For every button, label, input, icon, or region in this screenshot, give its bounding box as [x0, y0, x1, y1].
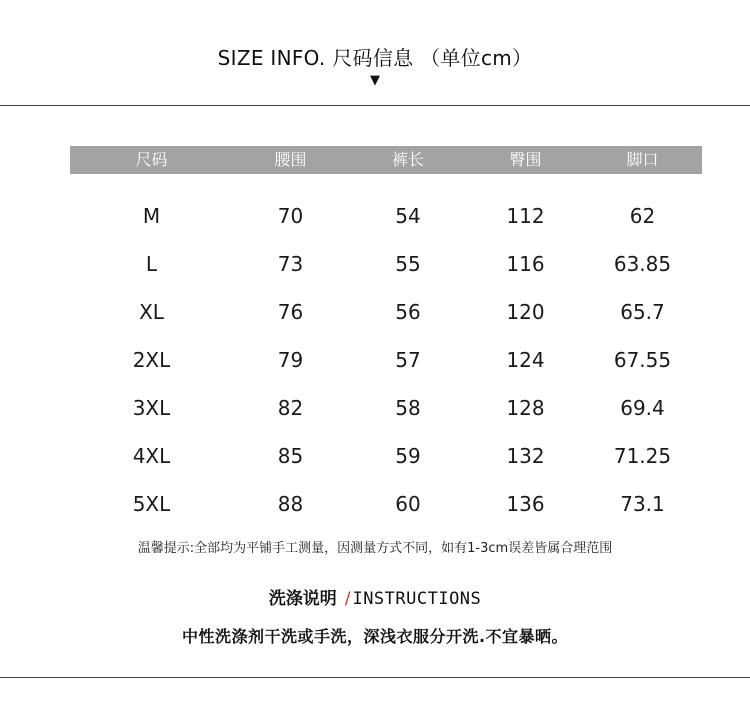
table-body	[70, 174, 702, 528]
cell-length: 60	[395, 492, 421, 516]
cell-length: 58	[395, 396, 421, 420]
cell-leg-opening: 71.25	[613, 444, 672, 468]
care-title-cn: 洗涤说明	[268, 589, 337, 609]
cell-size: XL	[139, 300, 164, 324]
cell-size: L	[145, 252, 158, 276]
cell-hip: 136	[506, 492, 545, 516]
care-instructions-title	[0, 584, 750, 609]
size-table	[70, 146, 702, 528]
table-row	[70, 480, 702, 528]
cell-leg-opening: 73.1	[620, 492, 665, 516]
cell-leg-opening: 65.7	[620, 300, 665, 324]
cell-size: M	[142, 204, 161, 228]
top-divider	[0, 105, 750, 106]
cell-leg-opening: 63.85	[613, 252, 672, 276]
cell-waist: 85	[277, 444, 304, 468]
cell-waist: 73	[277, 252, 304, 276]
cell-hip: 124	[506, 348, 545, 372]
column-header-leg-opening: 脚口	[626, 150, 659, 169]
cell-hip: 132	[506, 444, 545, 468]
table-row	[70, 384, 702, 432]
table-row	[70, 288, 702, 336]
column-header-waist: 腰围	[274, 150, 307, 169]
cell-waist: 76	[277, 300, 304, 324]
bottom-divider	[0, 677, 750, 678]
cell-size: 5XL	[132, 492, 171, 516]
cell-hip: 112	[506, 204, 545, 228]
cell-length: 55	[395, 252, 421, 276]
cell-waist: 70	[277, 204, 304, 228]
cell-length: 56	[395, 300, 421, 324]
cell-hip: 120	[506, 300, 545, 324]
cell-leg-opening: 69.4	[620, 396, 665, 420]
cell-waist: 79	[277, 348, 304, 372]
cell-size: 4XL	[132, 444, 171, 468]
page-title: SIZE INFO. 尺码信息 （单位cm）	[217, 46, 533, 70]
table-row	[70, 336, 702, 384]
cell-length: 54	[395, 204, 421, 228]
cell-waist: 82	[277, 396, 304, 420]
down-arrow-icon: ▼	[370, 73, 380, 88]
cell-hip: 128	[506, 396, 545, 420]
column-header-size: 尺码	[135, 150, 168, 169]
care-title-slash: /	[344, 589, 351, 609]
column-header-hip: 臀围	[509, 150, 542, 169]
cell-leg-opening: 62	[629, 204, 656, 228]
cell-hip: 116	[506, 252, 545, 276]
cell-leg-opening: 67.55	[613, 348, 672, 372]
cell-waist: 88	[277, 492, 304, 516]
cell-size: 3XL	[132, 396, 171, 420]
cell-length: 59	[395, 444, 421, 468]
measurement-notice: 温馨提示:全部均为平铺手工测量，因测量方式不同，如有1-3cm误差皆属合理范围	[137, 541, 613, 556]
care-title-en: INSTRUCTIONS	[352, 589, 482, 609]
table-row	[70, 432, 702, 480]
table-row	[70, 192, 702, 240]
column-header-length: 裤长	[391, 150, 424, 169]
cell-size: 2XL	[132, 348, 171, 372]
table-row	[70, 240, 702, 288]
care-instructions-text: 中性洗涤剂干洗或手洗，深浅衣服分开洗.不宜暴晒。	[181, 627, 569, 646]
cell-length: 57	[395, 348, 421, 372]
table-header-row	[70, 146, 702, 174]
